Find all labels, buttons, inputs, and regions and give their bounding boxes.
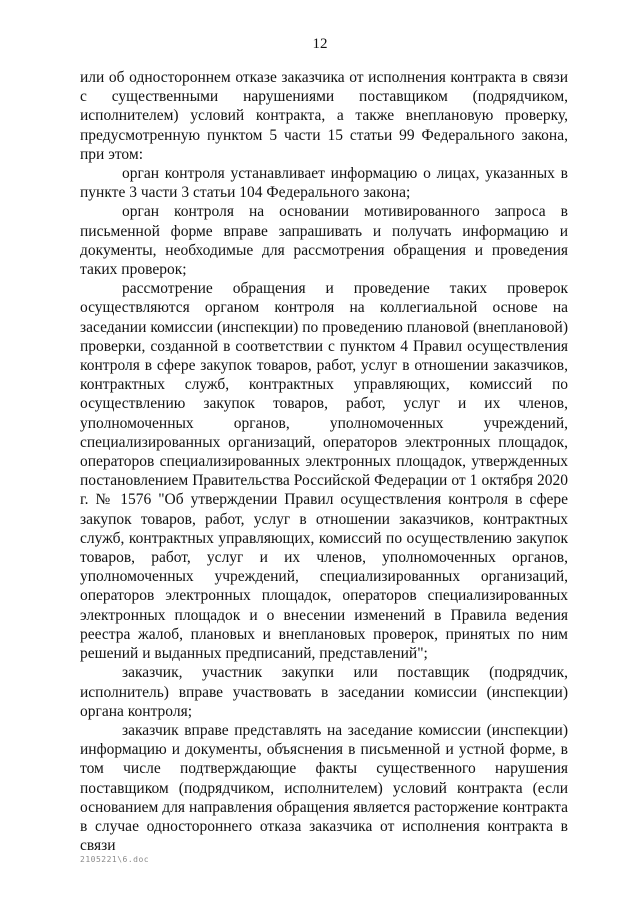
paragraph-control-body-request: орган контроля на основании мотивированного запроса в письменной форме вправе запрашивать и получать информацию и документы, необходимые для рассмотрения обращения и проведения таких проверок; [80, 203, 568, 279]
document-body [80, 68, 568, 855]
paragraph-participation: заказчик, участник закупки или поставщик (подрядчик, исполнитель) вправе участвовать в заседании комиссии (инспекции) органа контроля; [80, 664, 568, 720]
paragraph-review-procedure: рассмотрение обращения и проведение таких проверок осуществляются органом контроля на коллегиальной основе на заседании комиссии (инспекции) по проведению плановой (внеплановой) проверки, созданной в соответствии с пунктом 4 Правил осуществления контроля в сфере закупок товаров, работ, услуг в отношении заказчиков, контрактных служб, контрактных управляющих, комиссий по осуществлению закупок товаров, работ, услуг и их членов, уполномоченных органов, уполномоченных учреждений, специализированных организаций, операторов электронных площадок, операторов специализированных электронных площадок, утвержденных постановлением Правительства Российской Федерации от 1 октября 2020 г. № 1576 "Об утверждении Правил осуществления контроля в сфере закупок товаров, работ, услуг в отношении заказчиков, контрактных служб, контрактных управляющих, комиссий по осуществлению закупок товаров, работ, услуг и их членов, уполномоченных органов, уполномоченных учреждений, специализированных организаций, операторов электронных площадок, операторов специализированных электронных площадок и о внесении изменений в Правила ведения реестра жалоб, плановых и внеплановых проверок, принятых по ним решений и выданных предписаний, представлений"; [80, 280, 568, 663]
footer-file-code: 2105221\6.doc [80, 855, 150, 864]
paragraph-customer-submissions: заказчик вправе представлять на заседание комиссии (инспекции) информацию и документы, объяснения в письменной и устной форме, в том числе подтверждающие факты существенного нарушения поставщиком (подрядчиком, исполнителем) условий контракта (если основанием для направления обращения является расторжение контракта в случае одностороннего отказа заказчика от исполнения контракта в связи [80, 721, 568, 855]
paragraph-continuation: или об одностороннем отказе заказчика от исполнения контракта в связи с существенными нарушениями поставщиком (подрядчиком, исполнителем) условий контракта, а также внеплановую проверку, предусмотренную пунктом 5 части 15 статьи 99 Федерального закона, при этом: [80, 69, 568, 163]
page-number: 12 [312, 36, 328, 52]
paragraph-control-body-info: орган контроля устанавливает информацию о лицах, указанных в пункте 3 части 3 статьи 104 Федерального закона; [80, 165, 568, 202]
